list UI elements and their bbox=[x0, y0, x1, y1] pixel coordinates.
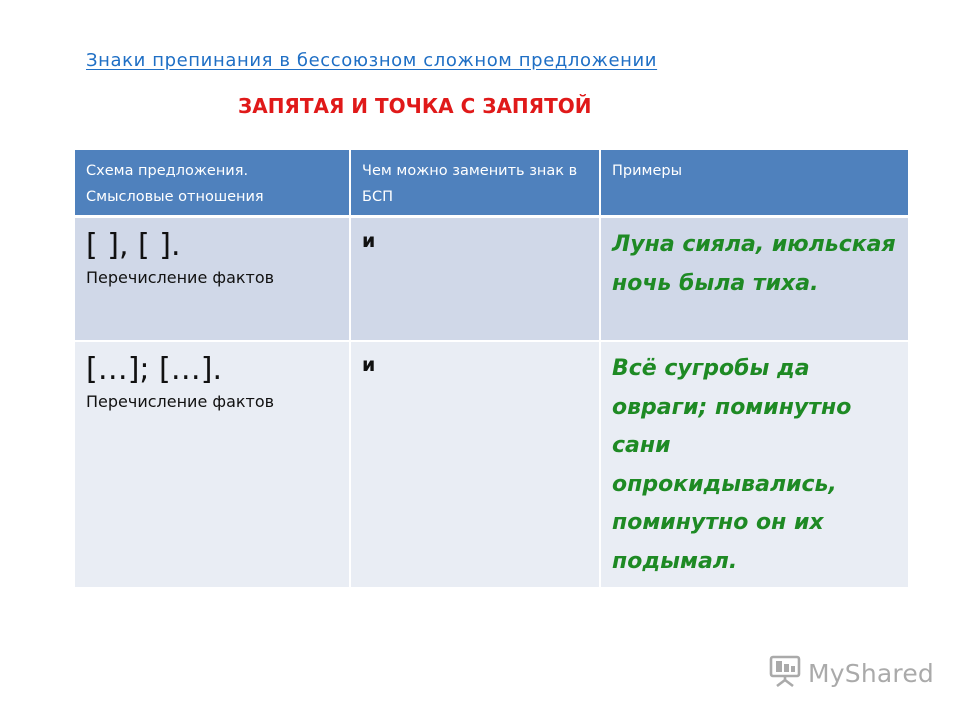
scheme-cell bbox=[75, 341, 350, 588]
semantic-relation: Перечисление фактов bbox=[86, 268, 275, 287]
table-row bbox=[75, 217, 908, 342]
replacement-conjunction: и bbox=[362, 230, 376, 252]
title-link[interactable]: Знаки препинания в бессоюзном сложном предложении bbox=[86, 50, 658, 71]
example-cell bbox=[600, 217, 908, 342]
table-row bbox=[75, 341, 908, 588]
example-text: Всё сугробы да овраги; поминутно сани опрокидывались, поминутно он их подымал. bbox=[612, 356, 852, 574]
sentence-scheme: [ ], [ ]. bbox=[86, 228, 181, 263]
column-header-scheme: Схема предложения. Смысловые отношения bbox=[75, 150, 350, 217]
watermark-text: MyShared bbox=[808, 658, 934, 688]
table-header-row bbox=[75, 150, 908, 217]
myshared-watermark bbox=[768, 656, 934, 690]
example-text: Луна сияла, июльская ночь была тиха. bbox=[612, 232, 896, 296]
example-cell bbox=[600, 341, 908, 588]
column-header-examples: Примеры bbox=[600, 150, 908, 217]
subtitle: ЗАПЯТАЯ И ТОЧКА С ЗАПЯТОЙ bbox=[238, 94, 592, 118]
punctuation-table bbox=[75, 150, 908, 589]
sentence-scheme: […]; […]. bbox=[86, 352, 222, 387]
semantic-relation: Перечисление фактов bbox=[86, 392, 275, 411]
replace-cell bbox=[350, 341, 600, 588]
column-header-replace: Чем можно заменить знак в БСП bbox=[350, 150, 600, 217]
replacement-conjunction: и bbox=[362, 354, 376, 376]
replace-cell bbox=[350, 217, 600, 342]
presentation-board-icon bbox=[768, 655, 802, 692]
scheme-cell bbox=[75, 217, 350, 342]
